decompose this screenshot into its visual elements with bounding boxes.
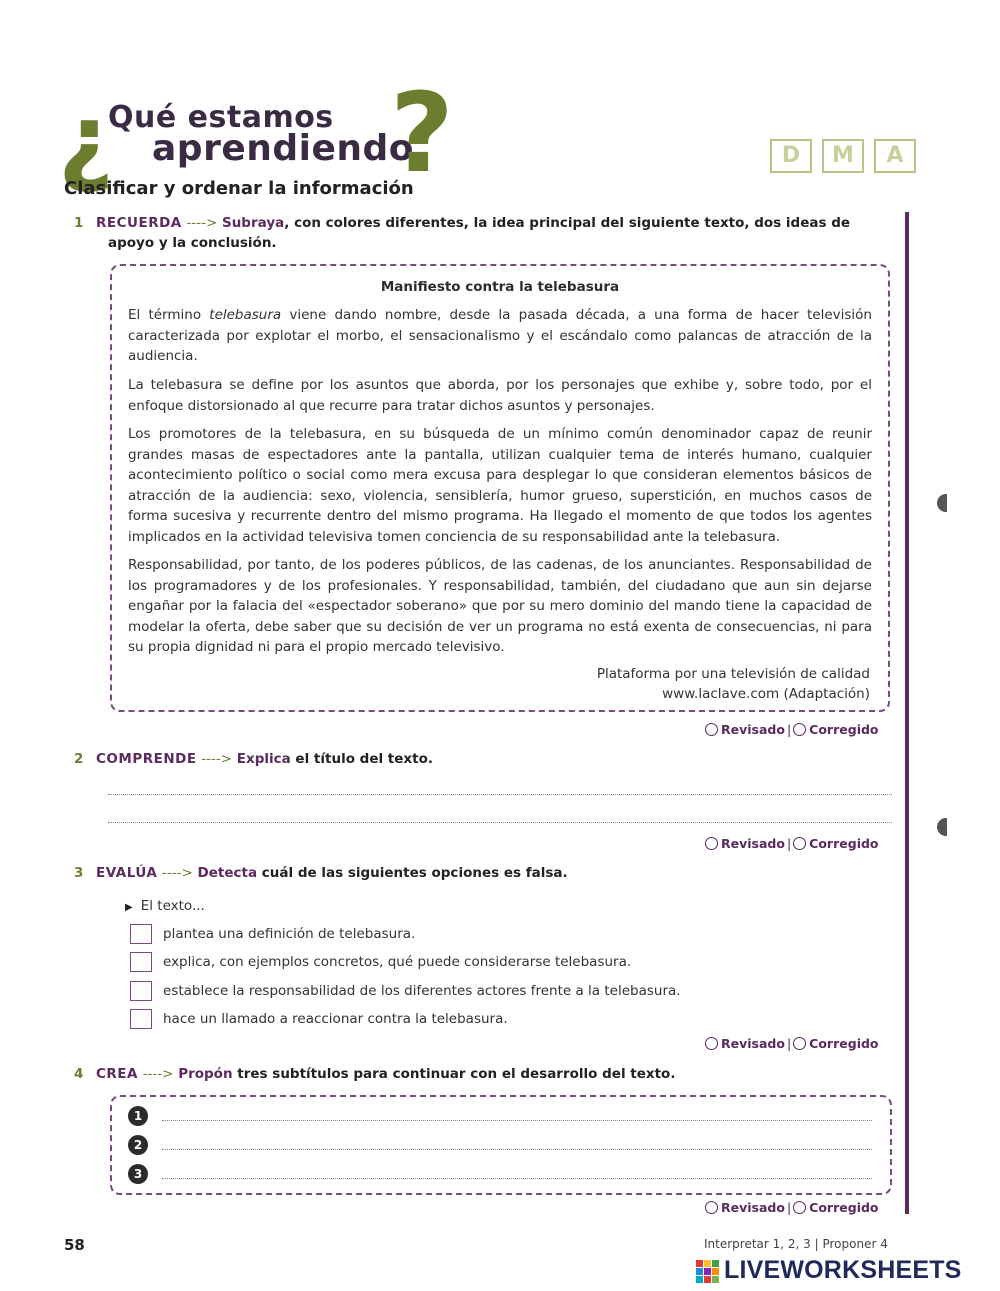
corregido-checkbox[interactable] — [793, 723, 806, 736]
answer-line[interactable] — [162, 1178, 872, 1179]
review-status-1: Revisado | Corregido — [705, 722, 879, 737]
open-question-mark: ¿ — [58, 84, 114, 196]
review-status-4: Revisado | Corregido — [705, 1200, 879, 1215]
revisado-checkbox[interactable] — [705, 723, 718, 736]
corregido-checkbox[interactable] — [793, 1201, 806, 1214]
activity-3-keyword: EVALÚA — [96, 865, 158, 881]
reading-paragraph-1: El término telebasura viene dando nombre, desde la pasada década, a una forma de hacer televisión caracterizada por explotar el morbo, el sensacionalismo y el escándalo como palancas de atracción de la audiencia. — [128, 307, 872, 364]
skills-footer: Interpretar 1, 2, 3 | Proponer 4 — [704, 1237, 888, 1251]
activity-1-verb: Subraya — [221, 215, 285, 231]
binder-hole-icon — [937, 494, 947, 512]
answer-line[interactable] — [162, 1120, 872, 1121]
activity-3-text: cuál de las siguientes opciones es falsa. — [257, 865, 568, 881]
answer-line[interactable] — [162, 1149, 872, 1150]
activity-4-instruction — [74, 1066, 675, 1082]
number-bullet: 3 — [128, 1164, 148, 1184]
section-title: Clasificar y ordenar la información — [64, 178, 414, 199]
reading-paragraph-3: Los promotores de la telebasura, en su búsqueda de un mínimo común denominador capaz de reunir grandes masas de espectadores ante la pantalla, utilizan cualquier tema de interés humano, cualquier acontecimiento político o social como mera excusa para desplegar lo que consideran elementos básicos de atracción de la audiencia: sexo, violencia, sensiblería, humor grueso, superstición, en muchos casos de forma sucesiva y recurrente dentro del mismo programa. Ha llegado el momento de que todos los agentes implicados en la actividad televisiva tomen conciencia de su responsabilidad ante la telebasura. — [128, 426, 872, 545]
activity-3-instruction — [74, 865, 568, 881]
close-question-mark: ? — [390, 69, 454, 197]
activity-1-instruction — [74, 213, 894, 253]
liveworksheets-wordmark: LIVEWORKSHEETS — [724, 1256, 962, 1284]
option-checkbox[interactable] — [130, 924, 152, 944]
reading-paragraph-4: Responsabilidad, por tanto, de los poderes públicos, de las cadenas, de los anunciantes. Responsabilidad de los programadores y de los profesionales. Y responsabilidad, también, del ciudadano que aun sin dejarse engañar por la falacia del «espectador soberano» que por su mero dominio del mando tiene la capacidad de modelar la oferta, debe saber que su decisión de ver un programa no está exenta de consecuencias, ni para su propia dignidad ni para el propio mercado televisivo. — [128, 557, 872, 655]
activity-3-verb: Detecta — [197, 865, 258, 881]
right-margin-rule — [905, 212, 909, 1214]
activity-2-number: 2 — [74, 751, 84, 767]
option-label: explica, con ejemplos concretos, qué puede considerarse telebasura. — [163, 954, 632, 970]
level-m-badge: M — [822, 139, 864, 173]
activity-1-number: 1 — [74, 215, 84, 231]
option-checkbox[interactable] — [130, 952, 152, 972]
review-status-2: Revisado | Corregido — [705, 836, 879, 851]
revisado-checkbox[interactable] — [705, 1037, 718, 1050]
level-d-badge: D — [770, 139, 812, 173]
liveworksheets-logo — [696, 1258, 996, 1284]
subtitle-row — [128, 1164, 872, 1186]
activity-2-verb: Explica — [236, 751, 291, 767]
option-label: plantea una definición de telebasura. — [163, 926, 416, 942]
answer-line[interactable] — [108, 794, 892, 795]
page-title-line2: aprendiendo — [152, 128, 415, 169]
corregido-checkbox[interactable] — [793, 1037, 806, 1050]
activity-1-text-cont: apoyo y la conclusión. — [108, 235, 277, 251]
telebasura-term: telebasura — [209, 307, 282, 323]
subtitle-row — [128, 1106, 872, 1128]
activity-4-verb: Propón — [178, 1066, 233, 1082]
liveworksheets-blocks-icon — [696, 1260, 720, 1282]
options-lead: ▶ El texto... — [125, 898, 205, 914]
option-label: establece la responsabilidad de los diferentes actores frente a la telebasura. — [163, 983, 681, 999]
activity-4-keyword: CREA — [96, 1066, 138, 1082]
activity-1-keyword: RECUERDA — [96, 215, 182, 231]
activity-3-number: 3 — [74, 865, 84, 881]
source-credit-line2: www.laclave.com (Adaptación) — [662, 686, 870, 702]
activity-2-text: el título del texto. — [290, 751, 433, 767]
subtitle-row — [128, 1135, 872, 1157]
triangle-bullet-icon: ▶ — [125, 902, 133, 913]
binder-hole-icon — [937, 818, 947, 836]
arrow-icon: ----> — [201, 751, 233, 767]
reading-paragraph-2: La telebasura se define por los asuntos que aborda, por los personajes que exhibe y, sobre todo, por el enfoque distorsionado al que recurre para tratar dichos asuntos y personajes. — [128, 377, 872, 414]
activity-4-text: tres subtítulos para continuar con el desarrollo del texto. — [232, 1066, 676, 1082]
revisado-checkbox[interactable] — [705, 1201, 718, 1214]
number-bullet: 1 — [128, 1106, 148, 1126]
reading-title: Manifiesto contra la telebasura — [380, 279, 620, 295]
corregido-checkbox[interactable] — [793, 837, 806, 850]
arrow-icon: ----> — [142, 1066, 174, 1082]
level-a-badge: A — [874, 139, 916, 173]
page-title-line1: Qué estamos — [108, 100, 334, 135]
number-bullet: 2 — [128, 1135, 148, 1155]
activity-2-instruction — [74, 751, 433, 767]
revisado-checkbox[interactable] — [705, 837, 718, 850]
option-checkbox[interactable] — [130, 1009, 152, 1029]
activity-4-number: 4 — [74, 1066, 84, 1082]
option-checkbox[interactable] — [130, 981, 152, 1001]
answer-line[interactable] — [108, 822, 892, 823]
page-number: 58 — [64, 1236, 85, 1254]
option-label: hace un llamado a reaccionar contra la telebasura. — [163, 1011, 508, 1027]
review-status-3: Revisado | Corregido — [705, 1036, 879, 1051]
activity-2-keyword: COMPRENDE — [96, 751, 197, 767]
source-credit-line1: Plataforma por una televisión de calidad — [596, 666, 870, 682]
arrow-icon: ----> — [186, 215, 218, 231]
activity-1-text: , con colores diferentes, la idea principal del siguiente texto, dos ideas de — [284, 215, 851, 231]
arrow-icon: ----> — [162, 865, 193, 881]
